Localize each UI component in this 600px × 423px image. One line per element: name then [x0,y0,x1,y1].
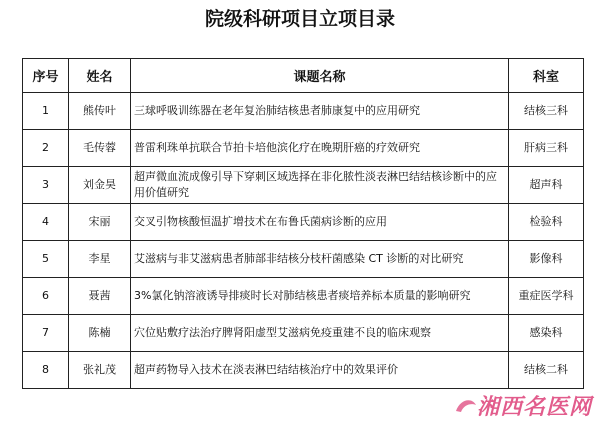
cell-no: 3 [23,167,69,204]
cell-topic: 超声微血流成像引导下穿刺区域选择在非化脓性淡表淋巴结结核诊断中的应用价值研究 [131,167,509,204]
cell-no: 7 [23,315,69,352]
cell-topic: 3%氯化钠溶液诱导排痰时长对肺结核患者痰培养标本质量的影响研究 [131,278,509,315]
cell-no: 1 [23,93,69,130]
cell-no: 4 [23,204,69,241]
cell-no: 5 [23,241,69,278]
cell-name: 宋丽 [69,204,131,241]
cell-dept: 感染科 [509,315,584,352]
cell-name: 熊传叶 [69,93,131,130]
table-row [23,204,584,241]
cell-name: 聂茜 [69,278,131,315]
table-row [23,278,584,315]
cell-name: 陈楠 [69,315,131,352]
cell-dept: 影像科 [509,241,584,278]
cell-dept: 结核三科 [509,93,584,130]
cell-name: 毛传蓉 [69,130,131,167]
cell-dept: 检验科 [509,204,584,241]
table-row [23,241,584,278]
cell-dept: 肝病三科 [509,130,584,167]
table-row [23,93,584,130]
cell-name: 张礼茂 [69,352,131,389]
cell-topic: 超声药物导入技术在淡表淋巴结结核治疗中的效果评价 [131,352,509,389]
cell-no: 6 [23,278,69,315]
cell-name: 李星 [69,241,131,278]
header-name: 姓名 [69,59,131,93]
cell-topic: 三球呼吸训练器在老年复治肺结核患者肺康复中的应用研究 [131,93,509,130]
watermark-logo: 湘西名医网 [476,394,592,420]
table-row [23,352,584,389]
table-header [23,59,584,93]
page-title: 院级科研项目立项目录 [204,8,395,30]
cell-no: 8 [23,352,69,389]
cell-dept: 超声科 [509,167,584,204]
cell-no: 2 [23,130,69,167]
cell-dept: 结核二科 [509,352,584,389]
watermark-swirl-icon [452,395,480,417]
table-row [23,315,584,352]
table-body [23,93,584,389]
cell-topic: 艾滋病与非艾滋病患者肺部非结核分枝杆菌感染 CT 诊断的对比研究 [131,241,509,278]
table-row [23,167,584,204]
cell-name: 刘金昊 [69,167,131,204]
header-no: 序号 [23,59,69,93]
cell-topic: 穴位贴敷疗法治疗脾肾阳虚型艾滋病免疫重建不良的临床观察 [131,315,509,352]
header-row [23,59,584,93]
cell-dept: 重症医学科 [509,278,584,315]
project-table [22,58,584,389]
header-dept: 科室 [509,59,584,93]
cell-topic: 普雷利珠单抗联合节拍卡培他滨化疗在晚期肝癌的疗效研究 [131,130,509,167]
table-row [23,130,584,167]
header-topic: 课题名称 [131,59,509,93]
cell-topic: 交叉引物核酸恒温扩增技术在布鲁氏菌病诊断的应用 [131,204,509,241]
